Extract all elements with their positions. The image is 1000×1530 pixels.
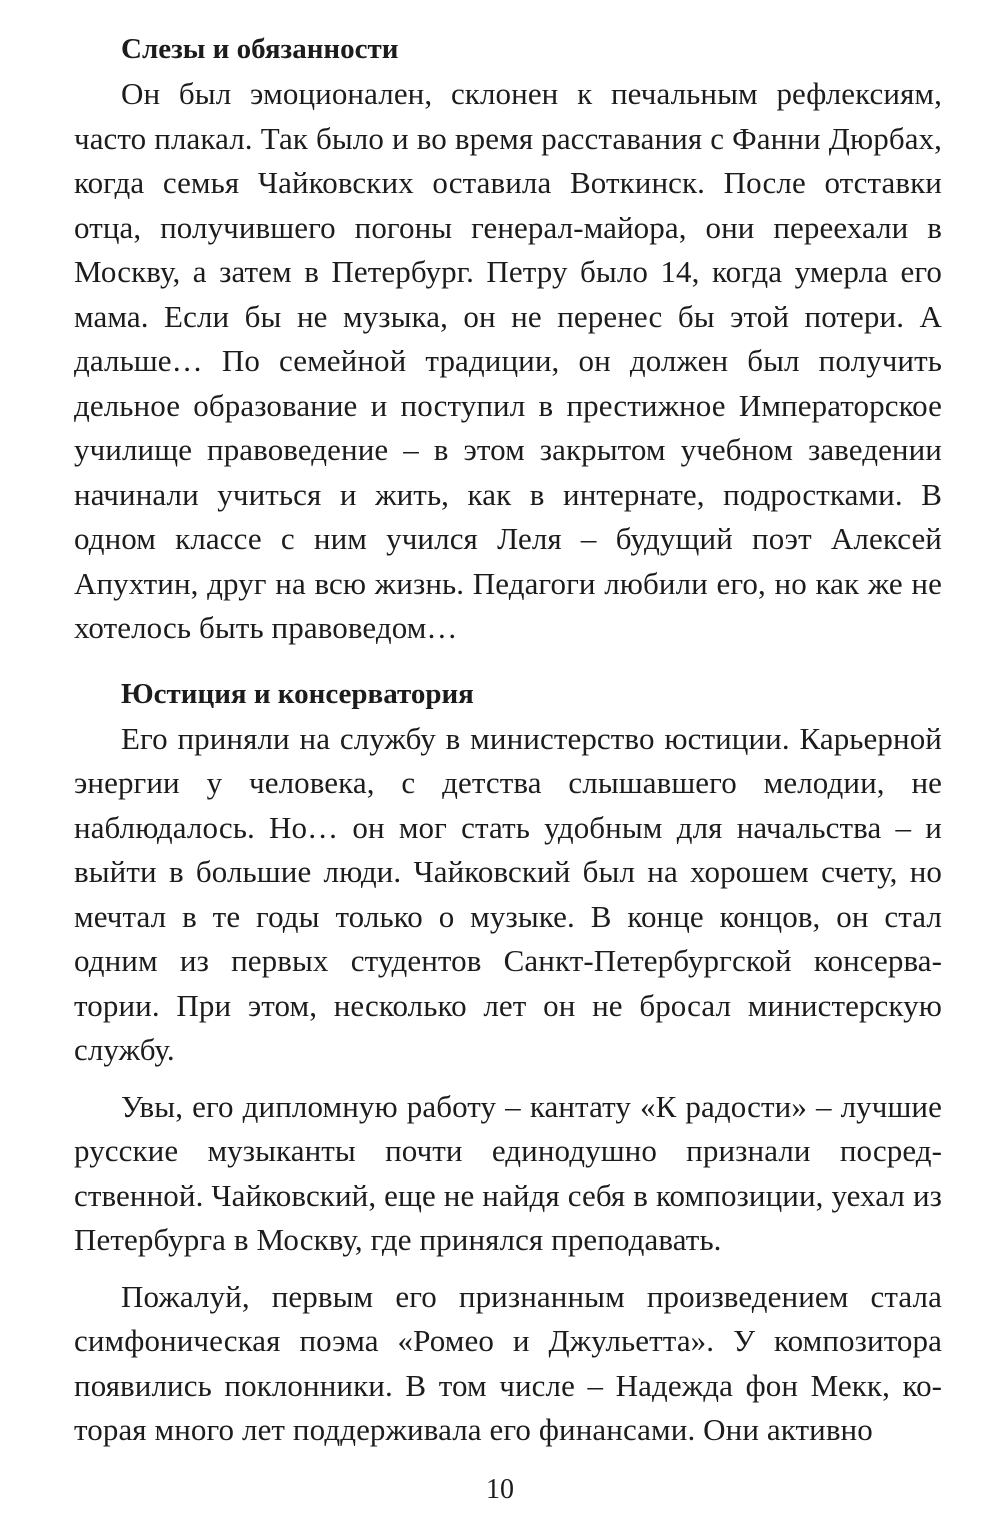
paragraph-justice-3: Пожалуй, первым его признанным произведением стала симфоническая поэма «Ромео и Джульетта». У композитора появились поклонники. В том числе – Надежда фон Мекк, которая много лет поддерживала его финансами. Они активно	[74, 1278, 942, 1447]
paragraph-justice-1: Его приняли на службу в министерство юстиции. Карьерной энергии у человека, с детства слышавшего мелодии, не наблюдалось. Но… он мог стать удобным для начальства – и выйти в большие люди. Чайковский был на хорошем счету, но мечтал в те годы только о музыке. В конце концов, он стал одним из первых студентов Санкт-Петербургской консерватории. При этом, несколько лет он не бросал министерскую службу.	[74, 720, 942, 1067]
paragraph-justice-2: Увы, его дипломную работу – кантату «К радости» – лучшие русские музыканты почти единодушно признали посредственной. Чайковский, еще не найдя себя в композиции, уехал из Петербурга в Москву, где принялся преподавать.	[74, 1088, 942, 1257]
section-heading-tears: Слезы и обязанности	[121, 33, 399, 65]
section-heading-justice: Юстиция и консерватория	[121, 677, 474, 710]
paragraph-tears: Он был эмоционален, склонен к печальным рефлексиям, часто плакал. Так было и во время расставания с Фанни Дюрбах, когда семья Чайковских оставила Воткинск. После отставки отца, получившего погоны генерал-майора, они переехали в Москву, а затем в Петербург. Петру было 14, когда умерла его мама. Если бы не музыка, он не перенес бы этой потери. А дальше… По семейной традиции, он должен был получить дельное образование и поступил в престижное Императорское училище правоведение – в этом закрытом учебном заведении начинали учиться и жить, как в интернате, подростками. В одном классе с ним учился Леля – будущий поэт Алексей Апухтин, друг на всю жизнь. Педагоги любили его, но как же не хотелось быть правоведом…	[74, 76, 942, 645]
page-body	[74, 26, 942, 1453]
page-number: 10	[486, 1474, 514, 1505]
